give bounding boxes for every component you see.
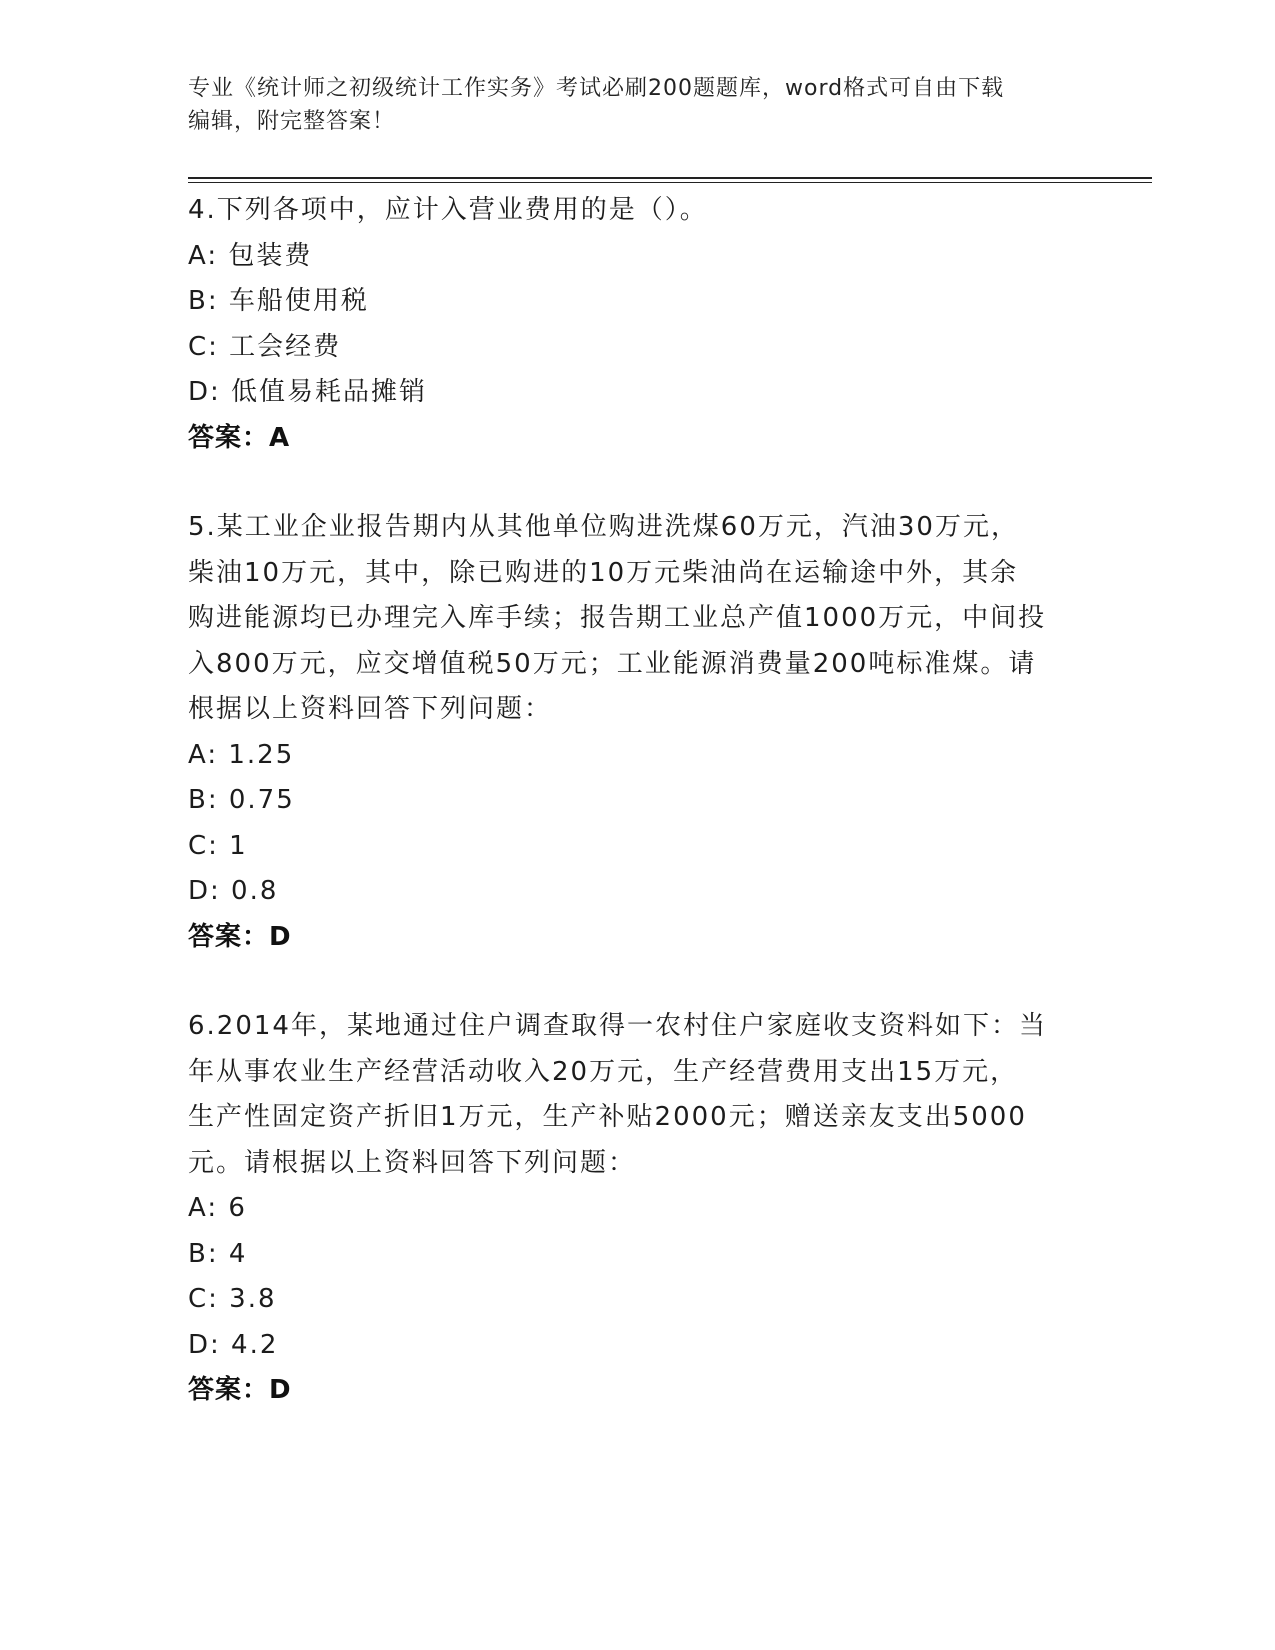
- option-d: D: 低值易耗品摊销: [188, 377, 428, 407]
- question-text-line: 根据以上资料回答下列问题：: [188, 694, 553, 724]
- option-c: C: 1: [188, 830, 248, 861]
- answer: 答案：A: [188, 422, 291, 453]
- answer: 答案：D: [188, 1375, 292, 1405]
- question-5: [188, 505, 1088, 960]
- question-text-line: 柴油10万元，其中，除已购进的10万元柴油尚在运输途中外，其余: [188, 557, 1019, 588]
- option-a: A: 包装费: [188, 240, 313, 271]
- header-divider-thick: [188, 177, 1152, 179]
- question-text-line: 年从事农业生产经营活动收入20万元，生产经营费用支出15万元，: [188, 1056, 1019, 1087]
- question-text-line: 购进能源均已办理完入库手续；报告期工业总产值1000万元，中间投: [188, 603, 1047, 633]
- question-list: [188, 188, 1088, 1458]
- option-c: C: 3.8: [188, 1284, 277, 1314]
- question-text-line: 5.某工业企业报告期内从其他单位购进洗煤60万元，汽油30万元，: [188, 512, 1019, 542]
- option-c: C: 工会经费: [188, 331, 342, 362]
- question-text: 4.下列各项中，应计入营业费用的是（）。: [188, 195, 708, 225]
- option-b: B: 0.75: [188, 785, 295, 815]
- option-b: B: 4: [188, 1238, 248, 1269]
- header-line-2: 编辑，附完整答案！: [188, 109, 396, 134]
- option-b: B: 车船使用税: [188, 286, 369, 316]
- header-divider-thin: [188, 182, 1152, 183]
- header-line-1: 专业《统计师之初级统计工作实务》考试必刷200题题库，word格式可自由下载: [188, 76, 1005, 101]
- answer: 答案：D: [188, 921, 292, 952]
- question-6: [188, 1004, 1088, 1414]
- question-text-line: 元。请根据以上资料回答下列问题：: [188, 1147, 637, 1178]
- question-text-line: 生产性固定资产折旧1万元，生产补贴2000元；赠送亲友支出5000: [188, 1102, 1027, 1132]
- option-a: A: 6: [188, 1193, 247, 1223]
- question-4: [188, 188, 1088, 461]
- question-text-line: 入800万元，应交增值税50万元；工业能源消费量200吨标准煤。请: [188, 648, 1037, 679]
- option-d: D: 4.2: [188, 1329, 279, 1360]
- option-d: D: 0.8: [188, 876, 279, 906]
- question-text-line: 6.2014年，某地通过住户调查取得一农村住户家庭收支资料如下：当: [188, 1011, 1047, 1041]
- option-a: A: 1.25: [188, 739, 295, 770]
- document-header: [188, 72, 1068, 138]
